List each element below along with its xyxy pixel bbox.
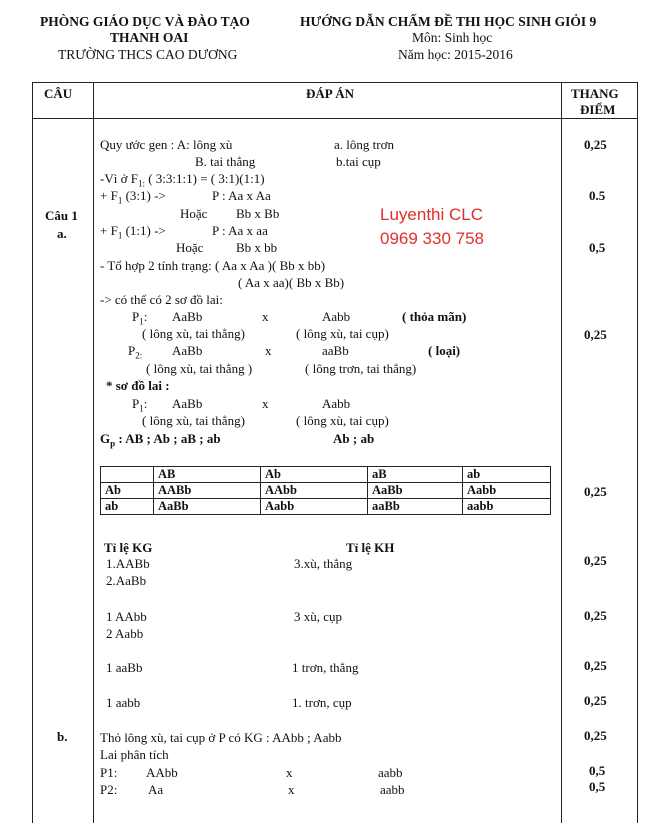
f1-line-1: + $F_1$ (3:1) ->: [100, 188, 166, 206]
grid-cell: AB: [154, 467, 261, 483]
cross-p2-genotype-2: aaBb: [322, 343, 349, 358]
col-question-header: CÂU: [44, 86, 73, 101]
phenotype-ratio-1: 3.xù, thẳng: [294, 556, 353, 571]
grid-cell: ab: [463, 467, 551, 483]
school-year: Năm học: 2015-2016: [398, 47, 513, 62]
gametes-line: $G_p$ : AB ; Ab ; aB ; ab: [100, 431, 221, 449]
score: 0,25: [584, 484, 607, 499]
gene-convention-1: Quy ước gen : A: lông xù: [100, 137, 233, 152]
genotype-ratio-3: 1 aaBb: [106, 660, 143, 675]
genotype-ratio-2b: 2 Aabb: [106, 626, 144, 641]
cross-p1-genotype-2: Aabb: [322, 309, 351, 324]
col-answer-header: ĐÁP ÁN: [306, 86, 355, 101]
phenotype-ratio-3: 1 trơn, thẳng: [292, 660, 359, 675]
cross-p2-phenotype-1: ( lông xù, tai thẳng ): [146, 361, 253, 376]
phenotype-ratio-4: 1. trơn, cụp: [292, 695, 352, 710]
cross-p2-genotype-1: AaBb: [172, 343, 203, 358]
gametes-p2: Ab ; ab: [333, 431, 375, 446]
score: 0,5: [589, 763, 606, 778]
or-label-2: Hoặc: [176, 240, 204, 255]
cross-p2-label: $P_{2:}$: [128, 343, 143, 361]
grid-cell: Ab: [261, 467, 368, 483]
scheme-title: * sơ đồ lai :: [106, 378, 170, 393]
grid-cell: AaBb: [368, 483, 463, 499]
dept-name: PHÒNG GIÁO DỤC VÀ ĐÀO TẠO: [40, 14, 250, 29]
or-cross-1: Bb x Bb: [236, 206, 280, 221]
score: 0,25: [584, 693, 607, 708]
cross-p2-phenotype-2: ( lông trơn, tai thẳng): [305, 361, 417, 376]
score: 0,5: [589, 779, 606, 794]
scheme-p1-genotype-2: Aabb: [322, 396, 351, 411]
score: 0,5: [589, 240, 606, 255]
scheme-p1-x: x: [262, 396, 269, 411]
score: 0,25: [584, 658, 607, 673]
grid-cell: aB: [368, 467, 463, 483]
question-label: Câu 1: [45, 208, 78, 223]
gene-convention-3: B. tai thẳng: [195, 154, 256, 169]
genotype-ratio-2a: 1 AAbb: [106, 609, 147, 624]
cross-p1-x: x: [262, 309, 269, 324]
phenotype-ratio-header: Tỉ lệ KH: [346, 540, 395, 555]
f1-line-2: + $F_1$ (1:1) ->: [100, 223, 166, 241]
part-b-p2-genotype-2: aabb: [380, 782, 405, 797]
cross-p1-phenotype-1: ( lông xù, tai thẳng): [142, 326, 245, 341]
part-b-p1-x: x: [286, 765, 293, 780]
cross-p1-label: $P_1$:: [132, 309, 148, 327]
ratio-line: -Vì ở $F_{1:}$ ( 3:3:1:1) = ( 3:1)(1:1): [100, 171, 265, 189]
cross-p2-x: x: [265, 343, 272, 358]
doc-title: HƯỚNG DẪN CHẤM ĐỀ THI HỌC SINH GIỎI 9: [300, 14, 597, 29]
part-b-p2-x: x: [288, 782, 295, 797]
phenotype-ratio-2: 3 xù, cụp: [294, 609, 343, 624]
grid-cell: aabb: [463, 499, 551, 515]
scheme-intro: -> có thể có 2 sơ đồ lai:: [100, 292, 223, 307]
score: 0,25: [584, 327, 607, 342]
genotype-ratio-header: Tỉ lệ KG: [104, 540, 153, 555]
school-name: TRƯỜNG THCS CAO DƯƠNG: [58, 47, 238, 62]
part-b-p1-genotype-2: aabb: [378, 765, 403, 780]
grid-cell: Aabb: [261, 499, 368, 515]
gene-convention-4: b.tai cụp: [336, 154, 381, 169]
watermark-phone: 0969 330 758: [380, 229, 484, 248]
grid-cell: Aabb: [463, 483, 551, 499]
district-name: THANH OAI: [110, 30, 189, 45]
scheme-p1-genotype-1: AaBb: [172, 396, 203, 411]
combination-line-1: - Tổ hợp 2 tính trạng: ( Aa x Aa )( Bb x bb): [100, 258, 326, 273]
combination-line-2: ( Aa x aa)( Bb x Bb): [238, 275, 345, 290]
or-label-1: Hoặc: [180, 206, 208, 221]
score: 0,25: [584, 553, 607, 568]
genotype-ratio-1a: 1.AABb: [106, 556, 150, 571]
punnett-grid: [100, 466, 551, 515]
f1-cross-1: P : Aa x Aa: [212, 188, 271, 203]
part-b-p1-label: P1:: [100, 765, 118, 780]
grid-row: [101, 499, 551, 515]
grid-cell: AABb: [154, 483, 261, 499]
grid-row: [101, 467, 551, 483]
cross-p2-note: ( loại): [428, 343, 461, 358]
part-b-p2-label: P2:: [100, 782, 118, 797]
scheme-p1-phenotype-2: ( lông xù, tai cụp): [296, 413, 389, 428]
part-b-p2-genotype-1: Aa: [148, 782, 164, 797]
f1-cross-2: P : Aa x aa: [212, 223, 268, 238]
cross-p1-note: ( thỏa mãn): [402, 309, 467, 324]
part-b-line-2: Lai phân tích: [100, 747, 169, 762]
gene-convention-2: a. lông trơn: [334, 137, 394, 152]
part-a-label: a.: [57, 226, 67, 241]
grid-cell: ab: [101, 499, 154, 515]
score: 0,25: [584, 728, 607, 743]
scheme-p1-label: $P_1$:: [132, 396, 148, 414]
genotype-ratio-4: 1 aabb: [106, 695, 141, 710]
col-score-header-line2: ĐIỂM: [580, 102, 616, 117]
part-b-line-1: Thỏ lông xù, tai cụp ở P có KG : AAbb ; Aabb: [100, 730, 342, 745]
scheme-p1-phenotype-1: ( lông xù, tai thẳng): [142, 413, 245, 428]
grid-row: [101, 483, 551, 499]
score: 0,25: [584, 137, 607, 152]
grid-cell: [101, 467, 154, 483]
grid-cell: AAbb: [261, 483, 368, 499]
grid-cell: Ab: [101, 483, 154, 499]
cross-p1-genotype-1: AaBb: [172, 309, 203, 324]
score: 0,25: [584, 608, 607, 623]
part-b-p1-genotype-1: AAbb: [146, 765, 178, 780]
score: 0.5: [589, 188, 606, 203]
subject: Môn: Sinh học: [412, 30, 493, 45]
part-b-label: b.: [57, 729, 68, 744]
genotype-ratio-1b: 2.AaBb: [106, 573, 147, 588]
or-cross-2: Bb x bb: [236, 240, 278, 255]
cross-p1-phenotype-2: ( lông xù, tai cụp): [296, 326, 389, 341]
watermark-brand: Luyenthi CLC: [380, 205, 484, 224]
grid-cell: aaBb: [368, 499, 463, 515]
col-score-header-line1: THANG: [571, 86, 619, 101]
grid-cell: AaBb: [154, 499, 261, 515]
